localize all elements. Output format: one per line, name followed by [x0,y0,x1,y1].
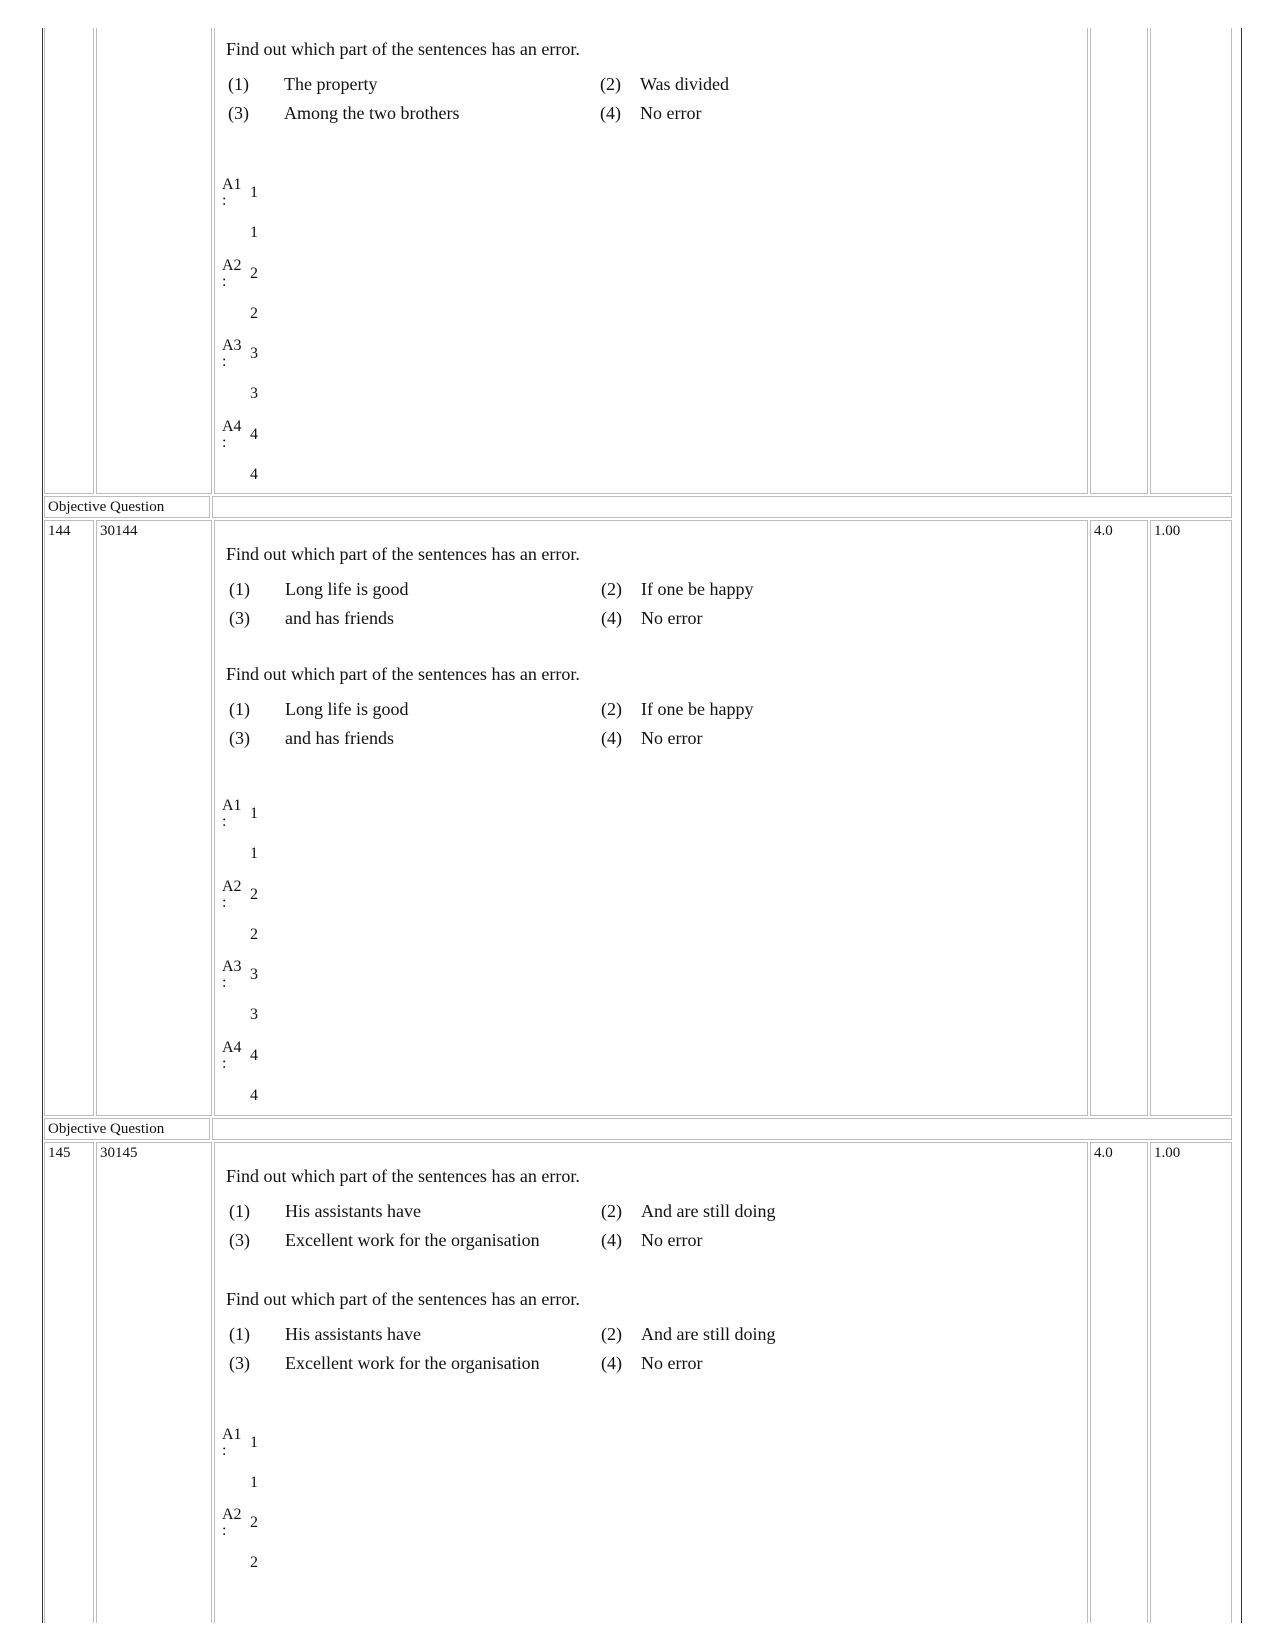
q144-question-block-1 [226,543,580,565]
question-text: Find out which part of the sentences has an error. [226,544,580,564]
q144-sno-cell [44,520,94,1116]
answer-colon: : [222,434,227,451]
option-number: (4) [601,728,622,748]
option-text: And are still doing [641,1201,776,1221]
question-text: Find out which part of the sentences has an error. [226,664,580,684]
option-number: (1) [229,699,250,719]
option-text: and has friends [285,728,394,748]
option-number: (2) [600,74,621,94]
option-text: Long life is good [285,699,409,719]
q145-question-block-1 [226,1165,580,1187]
answer-label: A2 [222,1506,242,1523]
option-text: The property [284,74,378,94]
answer-label: A2 [222,257,242,274]
option-text: No error [641,608,703,628]
q143-qid-cell [96,28,212,494]
question-id: 30145 [100,1145,138,1161]
option-number: (1) [229,1201,250,1221]
option-number: (4) [601,608,622,628]
negative-marks: 1.00 [1154,1145,1181,1161]
option-text: No error [641,728,703,748]
option-text: Among the two brothers [284,103,460,123]
answer-value: 2 [250,886,258,903]
q143-sno-cell [44,28,94,494]
option-text: No error [641,1353,703,1373]
answer-colon: : [222,1522,227,1539]
question-id: 30144 [100,523,138,539]
option-text: If one be happy [641,699,754,719]
frame-right-line [1241,28,1242,1623]
section-label: Objective Question [48,499,165,515]
q144-question-block-2 [226,663,580,685]
negative-marks: 1.00 [1154,523,1181,539]
answer-image-value: 1 [250,224,258,241]
option-number: (4) [601,1230,622,1250]
answer-image-value: 2 [250,926,258,943]
answer-value: 3 [250,345,258,362]
option-number: (1) [228,74,249,94]
section-label-spacer-cell [212,496,1232,518]
option-number: (4) [601,1353,622,1373]
option-number: (2) [601,579,622,599]
answer-image-value: 1 [250,845,258,862]
option-text: His assistants have [285,1201,421,1221]
option-text: And are still doing [641,1324,776,1344]
option-number: (2) [601,1324,622,1344]
answer-label: A4 [222,1039,242,1056]
option-number: (1) [229,1324,250,1344]
answer-image-value: 3 [250,385,258,402]
q144-qid-cell [96,520,212,1116]
section-label-cell [44,1118,210,1140]
question-serial-number: 144 [48,523,71,539]
answer-colon: : [222,353,227,370]
answer-colon: : [222,273,227,290]
frame-left-line [42,28,43,1623]
q143-question-cell [214,28,1088,494]
answer-value: 4 [250,1047,258,1064]
section-label-spacer-cell [212,1118,1232,1140]
answer-colon: : [222,1442,227,1459]
answer-image-value: 4 [250,466,258,483]
q143-marks-cell [1090,28,1148,494]
answer-value: 2 [250,265,258,282]
section-label: Objective Question [48,1121,165,1137]
answer-label: A2 [222,878,242,895]
answer-label: A1 [222,1426,242,1443]
q144-negative-cell [1150,520,1232,1116]
answer-value: 1 [250,1434,258,1451]
answer-value: 3 [250,966,258,983]
answer-value: 4 [250,426,258,443]
q143-negative-cell [1150,28,1232,494]
option-text: His assistants have [285,1324,421,1344]
option-text: If one be happy [641,579,754,599]
option-number: (2) [601,699,622,719]
answer-value: 1 [250,805,258,822]
answer-value: 2 [250,1514,258,1531]
answer-label: A1 [222,176,242,193]
answer-image-value: 3 [250,1006,258,1023]
q145-qid-cell [96,1142,212,1623]
option-number: (3) [229,728,250,748]
option-text: and has friends [285,608,394,628]
answer-colon: : [222,894,227,911]
option-text: No error [640,103,702,123]
option-number: (1) [229,579,250,599]
question-marks: 4.0 [1094,523,1113,539]
question-text: Find out which part of the sentences has an error. [226,1166,580,1186]
question-marks: 4.0 [1094,1145,1113,1161]
option-number: (2) [601,1201,622,1221]
answer-label: A3 [222,958,242,975]
option-text: Long life is good [285,579,409,599]
question-serial-number: 145 [48,1145,71,1161]
q145-marks-cell [1090,1142,1148,1623]
answer-colon: : [222,1055,227,1072]
answer-image-value: 2 [250,1554,258,1571]
option-number: (3) [229,1353,250,1373]
question-text: Find out which part of the sentences has an error. [226,1289,580,1309]
answer-image-value: 4 [250,1087,258,1104]
option-number: (4) [600,103,621,123]
answer-colon: : [222,813,227,830]
option-text: Was divided [640,74,730,94]
option-text: Excellent work for the organisation [285,1353,540,1373]
option-number: (3) [228,103,249,123]
q143-question-block [226,38,580,60]
option-number: (3) [229,1230,250,1250]
q145-sno-cell [44,1142,94,1623]
section-label-cell [44,496,210,518]
answer-colon: : [222,192,227,209]
answer-label: A3 [222,337,242,354]
option-text: No error [641,1230,703,1250]
q144-marks-cell [1090,520,1148,1116]
option-text: Excellent work for the organisation [285,1230,540,1250]
answer-label: A1 [222,797,242,814]
question-text: Find out which part of the sentences has an error. [226,39,580,59]
answer-colon: : [222,974,227,991]
option-number: (3) [229,608,250,628]
answer-label: A4 [222,418,242,435]
answer-image-value: 1 [250,1474,258,1491]
q145-negative-cell [1150,1142,1232,1623]
q145-question-block-2 [226,1288,580,1310]
answer-value: 1 [250,184,258,201]
answer-image-value: 2 [250,305,258,322]
